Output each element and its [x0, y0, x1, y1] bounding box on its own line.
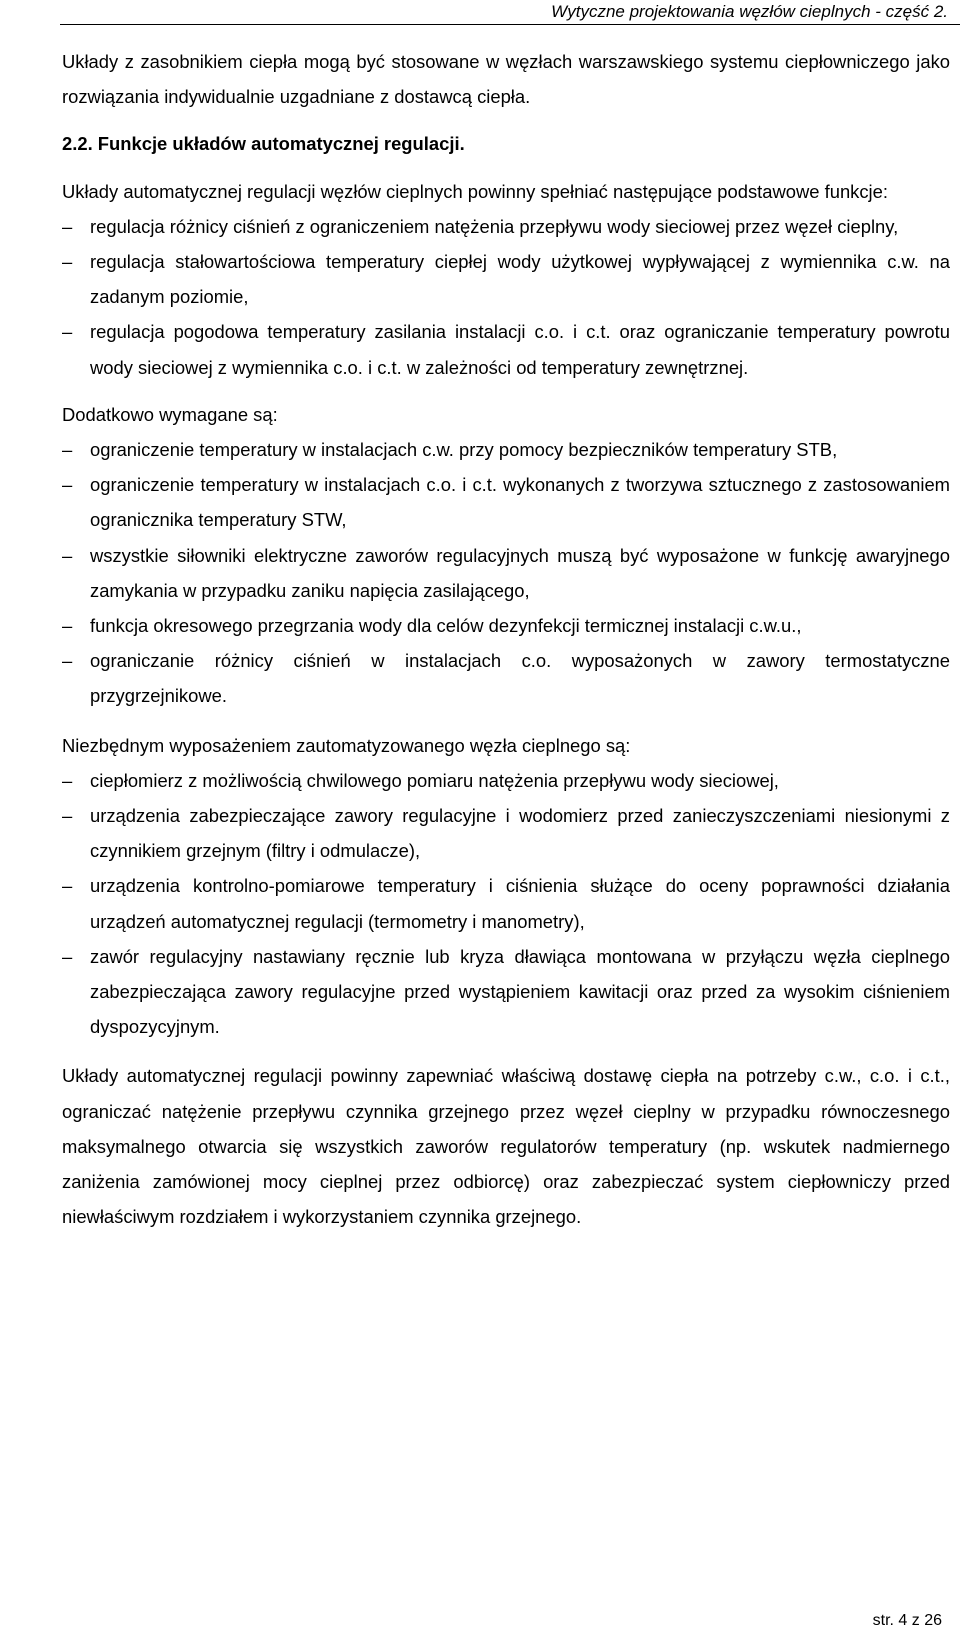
list-item: – zawór regulacyjny nastawiany ręcznie lub kryza dławiąca montowana w przyłączu węzła cieplnego zabezpieczająca zawory regulacyjne przed wystąpieniem kawitacji oraz przed za wysokim ciśnieniem dyspozycyjnym.	[62, 939, 950, 1045]
list-item: – regulacja różnicy ciśnień z ograniczeniem natężenia przepływu wody sieciowej przez węzeł cieplny,	[62, 209, 950, 244]
dash-bullet-icon: –	[62, 875, 73, 897]
dash-bullet-icon: –	[62, 321, 73, 343]
additional-intro: Dodatkowo wymagane są:	[62, 403, 278, 425]
list-item: – wszystkie siłowniki elektryczne zaworów regulacyjnych muszą być wyposażone w funkcję awaryjnego zamykania w przypadku zaniku napięcia zasilającego,	[62, 538, 950, 608]
additional-list	[62, 432, 950, 714]
dash-bullet-icon: –	[62, 769, 73, 791]
list-item: – ograniczanie różnicy ciśnień w instalacjach c.o. wyposażonych w zawory termostatyczne przygrzejnikowe.	[62, 643, 950, 713]
dash-bullet-icon: –	[62, 615, 73, 637]
page-number: str. 4 z 26	[872, 1612, 942, 1629]
dash-bullet-icon: –	[62, 439, 73, 461]
running-header: Wytyczne projektowania węzłów cieplnych - część 2.	[551, 2, 948, 21]
dash-bullet-icon: –	[62, 650, 73, 672]
list-item: – funkcja okresowego przegrzania wody dla celów dezynfekcji termicznej instalacji c.w.u.,	[62, 608, 950, 643]
header-rule	[60, 24, 960, 25]
dash-bullet-icon: –	[62, 251, 73, 273]
functions-intro: Układy automatycznej regulacji węzłów cieplnych powinny spełniać następujące podstawowe funkcje:	[62, 180, 888, 202]
list-item: – regulacja pogodowa temperatury zasilania instalacji c.o. i c.t. oraz ograniczanie temperatury powrotu wody sieciowej z wymiennika c.o. i c.t. w zależności od temperatury zewnętrznej.	[62, 314, 950, 384]
functions-list	[62, 209, 950, 385]
list-item: – ciepłomierz z możliwością chwilowego pomiaru natężenia przepływu wody sieciowej,	[62, 763, 950, 798]
equipment-list	[62, 763, 950, 1045]
dash-bullet-icon: –	[62, 544, 73, 566]
dash-bullet-icon: –	[62, 945, 73, 967]
dash-bullet-icon: –	[62, 215, 73, 237]
list-item: – regulacja stałowartościowa temperatury ciepłej wody użytkowej wypływającej z wymiennika c.w. na zadanym poziomie,	[62, 244, 950, 314]
list-item: – urządzenia zabezpieczające zawory regulacyjne i wodomierz przed zanieczyszczeniami niesionymi z czynnikiem grzejnym (filtry i odmulacze),	[62, 798, 950, 868]
list-item: – urządzenia kontrolno-pomiarowe temperatury i ciśnienia służące do oceny poprawności działania urządzeń automatycznej regulacji (termometry i manometry),	[62, 868, 950, 938]
section-heading: 2.2. Funkcje układów automatycznej regulacji.	[62, 133, 465, 155]
closing-paragraph: Układy automatycznej regulacji powinny zapewniać właściwą dostawę ciepła na potrzeby c.w., c.o. i c.t., ograniczać natężenie przepływu czynnika grzejnego przez węzeł cieplny w przypadku równoczesnego maksymalnego otwarcia się wszystkich zaworów regulatorów temperatury (np. wskutek nadmiernego zaniżenia zamówionej mocy cieplnej przez odbiorcę) oraz zabezpieczać system ciepłowniczy przed niewłaściwym rozdziałem i wykorzystaniem czynnika grzejnego.	[62, 1065, 950, 1228]
equipment-intro: Niezbędnym wyposażeniem zautomatyzowanego węzła cieplnego są:	[62, 734, 631, 756]
dash-bullet-icon: –	[62, 805, 73, 827]
list-item: – ograniczenie temperatury w instalacjach c.w. przy pomocy bezpieczników temperatury STB,	[62, 432, 950, 467]
document-body	[62, 44, 950, 1235]
intro-paragraph: Układy z zasobnikiem ciepła mogą być stosowane w węzłach warszawskiego systemu ciepłowniczego jako rozwiązania indywidualnie uzgadniane z dostawcą ciepła.	[62, 51, 950, 108]
list-item: – ograniczenie temperatury w instalacjach c.o. i c.t. wykonanych z tworzywa sztucznego z zastosowaniem ogranicznika temperatury STW,	[62, 467, 950, 537]
dash-bullet-icon: –	[62, 474, 73, 496]
